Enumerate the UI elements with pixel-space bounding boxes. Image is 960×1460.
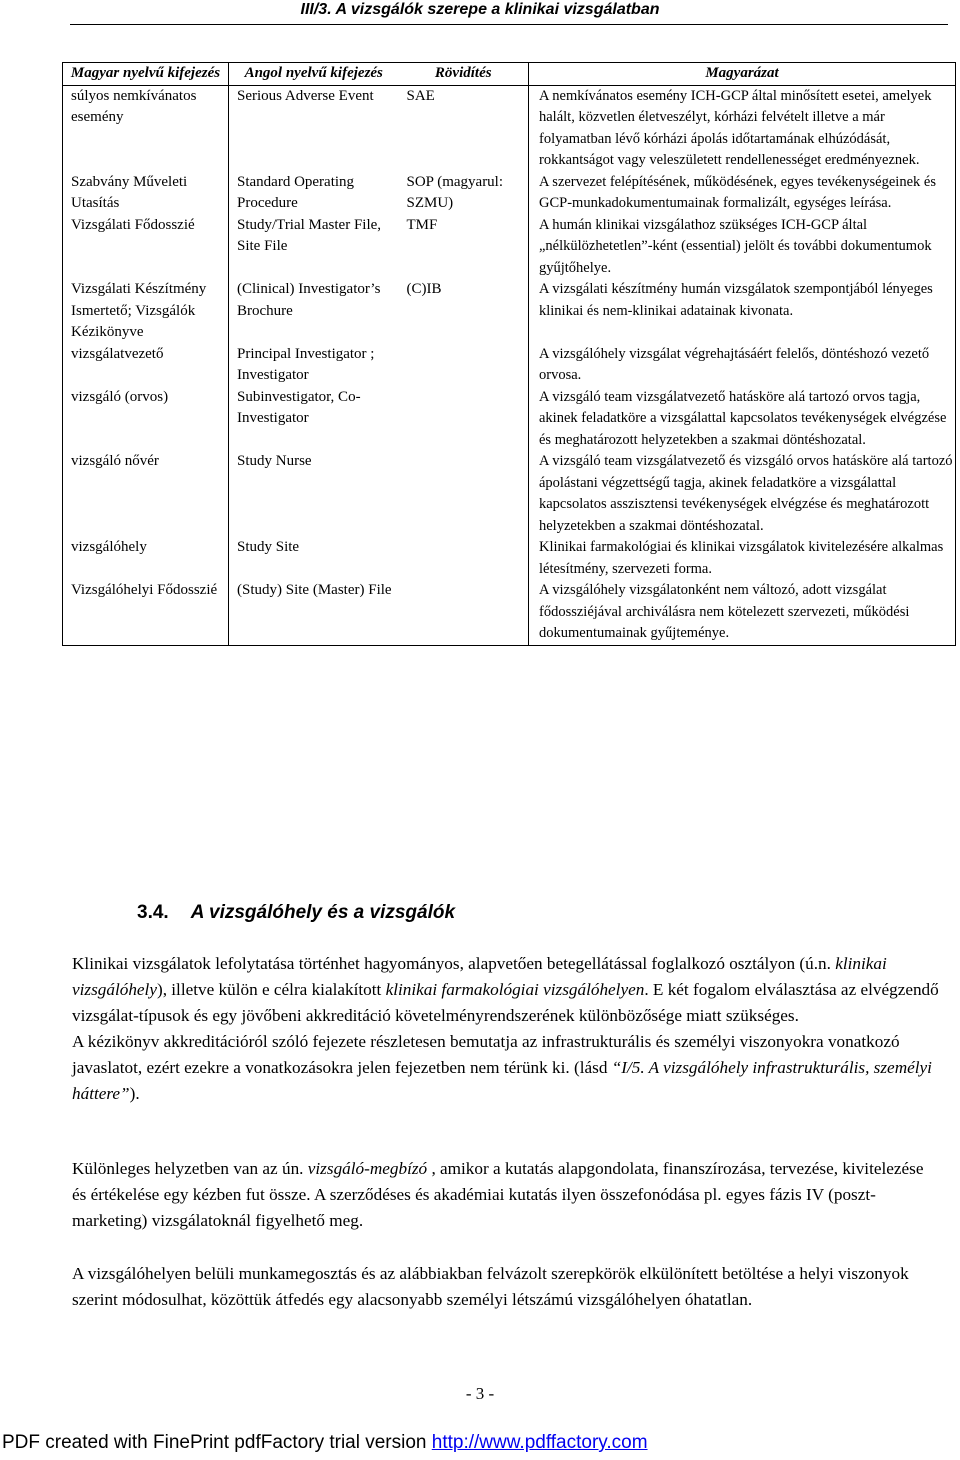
- cell-en-term: Study Site: [237, 539, 300, 555]
- footer-link[interactable]: http://www.pdffactory.com: [431, 1432, 648, 1453]
- header-abbr: Rövidítés: [399, 63, 529, 86]
- cell-hu-term: Vizsgálati Fődosszié: [63, 215, 229, 280]
- cell-en-term: (Clinical) Investigator’s Brochure: [237, 281, 381, 319]
- cell-explanation: A vizsgálóhely vizsgálat végrehajtásáért felelős, döntéshozó vezető orvosa.: [529, 344, 956, 387]
- cell-abbr: SAE: [406, 87, 435, 104]
- cell-abbr: TMF: [406, 216, 438, 233]
- cell-hu-term: vizsgálatvezető: [63, 344, 229, 387]
- table-row: [63, 387, 956, 452]
- paragraph-text: [72, 1156, 942, 1234]
- cell-abbr: SOP (magyarul: SZMU): [406, 173, 504, 211]
- text-run: Klinikai vizsgálatok lefolytatása történhet hagyományos, alapvetően betegellátással foglalkozó osztályon (ú.n.: [72, 954, 836, 973]
- section-heading: [137, 902, 455, 924]
- terminology-table: [62, 62, 956, 646]
- table-header-row: [63, 63, 956, 86]
- cell-explanation: A vizsgáló team vizsgálatvezető hatásköre alá tartozó orvos tagja, akinek feladatköre a vizsgálattal kapcsolatos tevékenységek elvégzése és meghatározott helyzetekben a szakmai döntéshozatal.: [529, 387, 956, 452]
- header-hu-term: Magyar nyelvű kifejezés: [63, 63, 229, 86]
- cell-explanation: A szervezet felépítésének, működésének, egyes tevékenységeinek és GCP-munkadokumentumainak formalizált, egységes leírása.: [529, 172, 956, 215]
- cell-en-term: (Study) Site (Master) File: [229, 580, 399, 645]
- paragraph-division-of-labor: [72, 1261, 942, 1313]
- section-title: A vizsgálóhely és a vizsgálók: [190, 902, 456, 923]
- table-row: [63, 85, 956, 172]
- cell-en-term: Study/Trial Master File, Site File: [237, 216, 382, 254]
- cell-hu-term: Szabvány Műveleti Utasítás: [63, 172, 229, 215]
- table-row: [63, 172, 956, 215]
- paragraph-text: A vizsgálóhelyen belüli munkamegosztás és az alábbiakban felvázolt szerepkörök elkülönített betöltése a helyi viszonyok szerint módosulhat, közöttük átfedés egy alacsonyabb személyi létszámú vizsgálóhelyen óhatatlan.: [72, 1264, 909, 1309]
- cell-explanation: A vizsgáló team vizsgálatvezető és vizsgáló orvos hatásköre alá tartozó ápolástani végzettségű tagja, akinek feladatköre a vizsgálattal kapcsolatos asszisztensi tevékenységek elvégzése és meghatározott helyzetekben a szakmai döntéshozatal.: [529, 451, 956, 537]
- table-row: [63, 215, 956, 280]
- table-row: [63, 537, 956, 580]
- page-number: - 3 -: [465, 1384, 495, 1403]
- paragraph-investigator-sponsor: [72, 1156, 942, 1234]
- text-run: Különleges helyzetben van az ún.: [72, 1159, 308, 1178]
- header-explanation: Magyarázat: [529, 63, 956, 86]
- page-header-title: III/3. A vizsgálók szerepe a klinikai vizsgálatban: [300, 1, 660, 18]
- cell-explanation: A vizsgálati készítmény humán vizsgálatok szempontjából lényeges klinikai és nem-klinikai adatainak kivonata.: [529, 279, 956, 344]
- cell-hu-term: vizsgálóhely: [63, 537, 229, 580]
- cell-hu-term: vizsgáló nővér: [63, 451, 229, 537]
- table-row: [63, 580, 956, 645]
- cell-en-term: Standard Operating Procedure: [237, 173, 355, 211]
- cell-abbr: [399, 580, 529, 645]
- cell-abbr: [399, 537, 529, 580]
- cell-abbr: [399, 387, 529, 452]
- cell-hu-term: súlyos nemkívánatos esemény: [63, 85, 229, 172]
- table-row: [63, 451, 956, 537]
- pdf-footer: [2, 1432, 648, 1454]
- text-run: A kézikönyv akkreditációról szóló fejezete részletesen bemutatja az infrastrukturális és személyi viszonyokra vonatkozó javaslatot, ezért ezekre a vonatkozásokra jelen fejezetben nem térünk ki. (lásd: [72, 1032, 900, 1077]
- text-run: ).: [129, 1084, 140, 1103]
- cell-explanation: A humán klinikai vizsgálathoz szükséges ICH-GCP által „nélkülözhetetlen”-ként (essential) jelölt és további dokumentumok gyűjtőhelye.: [529, 215, 956, 280]
- cell-en-term: Study Nurse: [237, 453, 312, 469]
- cross-reference: “I/5. A vizsgálóhely infrastrukturális, személyi háttere”: [72, 1058, 932, 1103]
- cell-hu-term: Vizsgálóhelyi Fődosszié: [63, 580, 229, 645]
- text-run: . E két fogalom elválasztása az elvégzendő vizsgálat-típusok és egy jövőbeni akkreditáció követelményrendszerének különbözősége miatt szükséges.: [72, 980, 939, 1025]
- cell-abbr: [399, 451, 529, 537]
- cell-en-term: Subinvestigator, Co-Investigator: [237, 388, 361, 426]
- footer-text: PDF created with FinePrint pdfFactory trial version: [2, 1432, 432, 1453]
- text-run: , amikor a kutatás alapgondolata, finanszírozása, tervezése, kivitelezése és értékelése egy kézben fut össze. A szerződéses és akadémiai kutatás ilyen összefonódása pl. egyes fázis IV (poszt-marketing) vizsgálatoknál figyelhető meg.: [72, 1159, 924, 1230]
- cell-hu-term: Vizsgálati Készítmény Ismertető; Vizsgálók Kézikönyve: [63, 279, 229, 344]
- cell-abbr: [399, 344, 529, 387]
- header-en-term: Angol nyelvű kifejezés: [229, 63, 399, 86]
- section-number: 3.4.: [137, 902, 169, 923]
- header-divider: [70, 24, 948, 25]
- paragraph-text: [72, 951, 942, 1029]
- emphasis-text: klinikai farmakológiai vizsgálóhelyen: [385, 980, 645, 999]
- emphasis-text: klinikai vizsgálóhely: [72, 954, 887, 999]
- cell-explanation: A nemkívánatos esemény ICH-GCP által minősített esetei, amelyek halált, közvetlen életveszélyt, kórházi felvételt illetve a már folyamatban lévő kórházi ápolás időtartamának elhúzódását, rokkantságot vagy veleszületett rendellenességet eredményeznek.: [529, 85, 956, 172]
- paragraph-text: [72, 1029, 942, 1107]
- cell-explanation: A vizsgálóhely vizsgálatonként nem változó, adott vizsgálat fődossziéjával archiválásra nem kötelezett szervezeti, működési dokumentumainak gyűjteménye.: [529, 580, 956, 645]
- table-row: [63, 344, 956, 387]
- text-run: ), illetve külön e célra kialakított: [156, 980, 386, 999]
- cell-en-term: Principal Investigator ; Investigator: [237, 345, 375, 383]
- table-row: [63, 279, 956, 344]
- cell-hu-term: vizsgáló (orvos): [63, 387, 229, 452]
- cell-abbr: (C)IB: [406, 281, 442, 297]
- emphasis-text: vizsgáló-megbízó: [307, 1159, 428, 1178]
- cell-explanation: Klinikai farmakológiai és klinikai vizsgálatok kivitelezésére alkalmas létesítmény, szervezeti forma.: [529, 537, 956, 580]
- paragraph-site-definition: [72, 951, 942, 1107]
- cell-en-term: Serious Adverse Event: [237, 87, 374, 104]
